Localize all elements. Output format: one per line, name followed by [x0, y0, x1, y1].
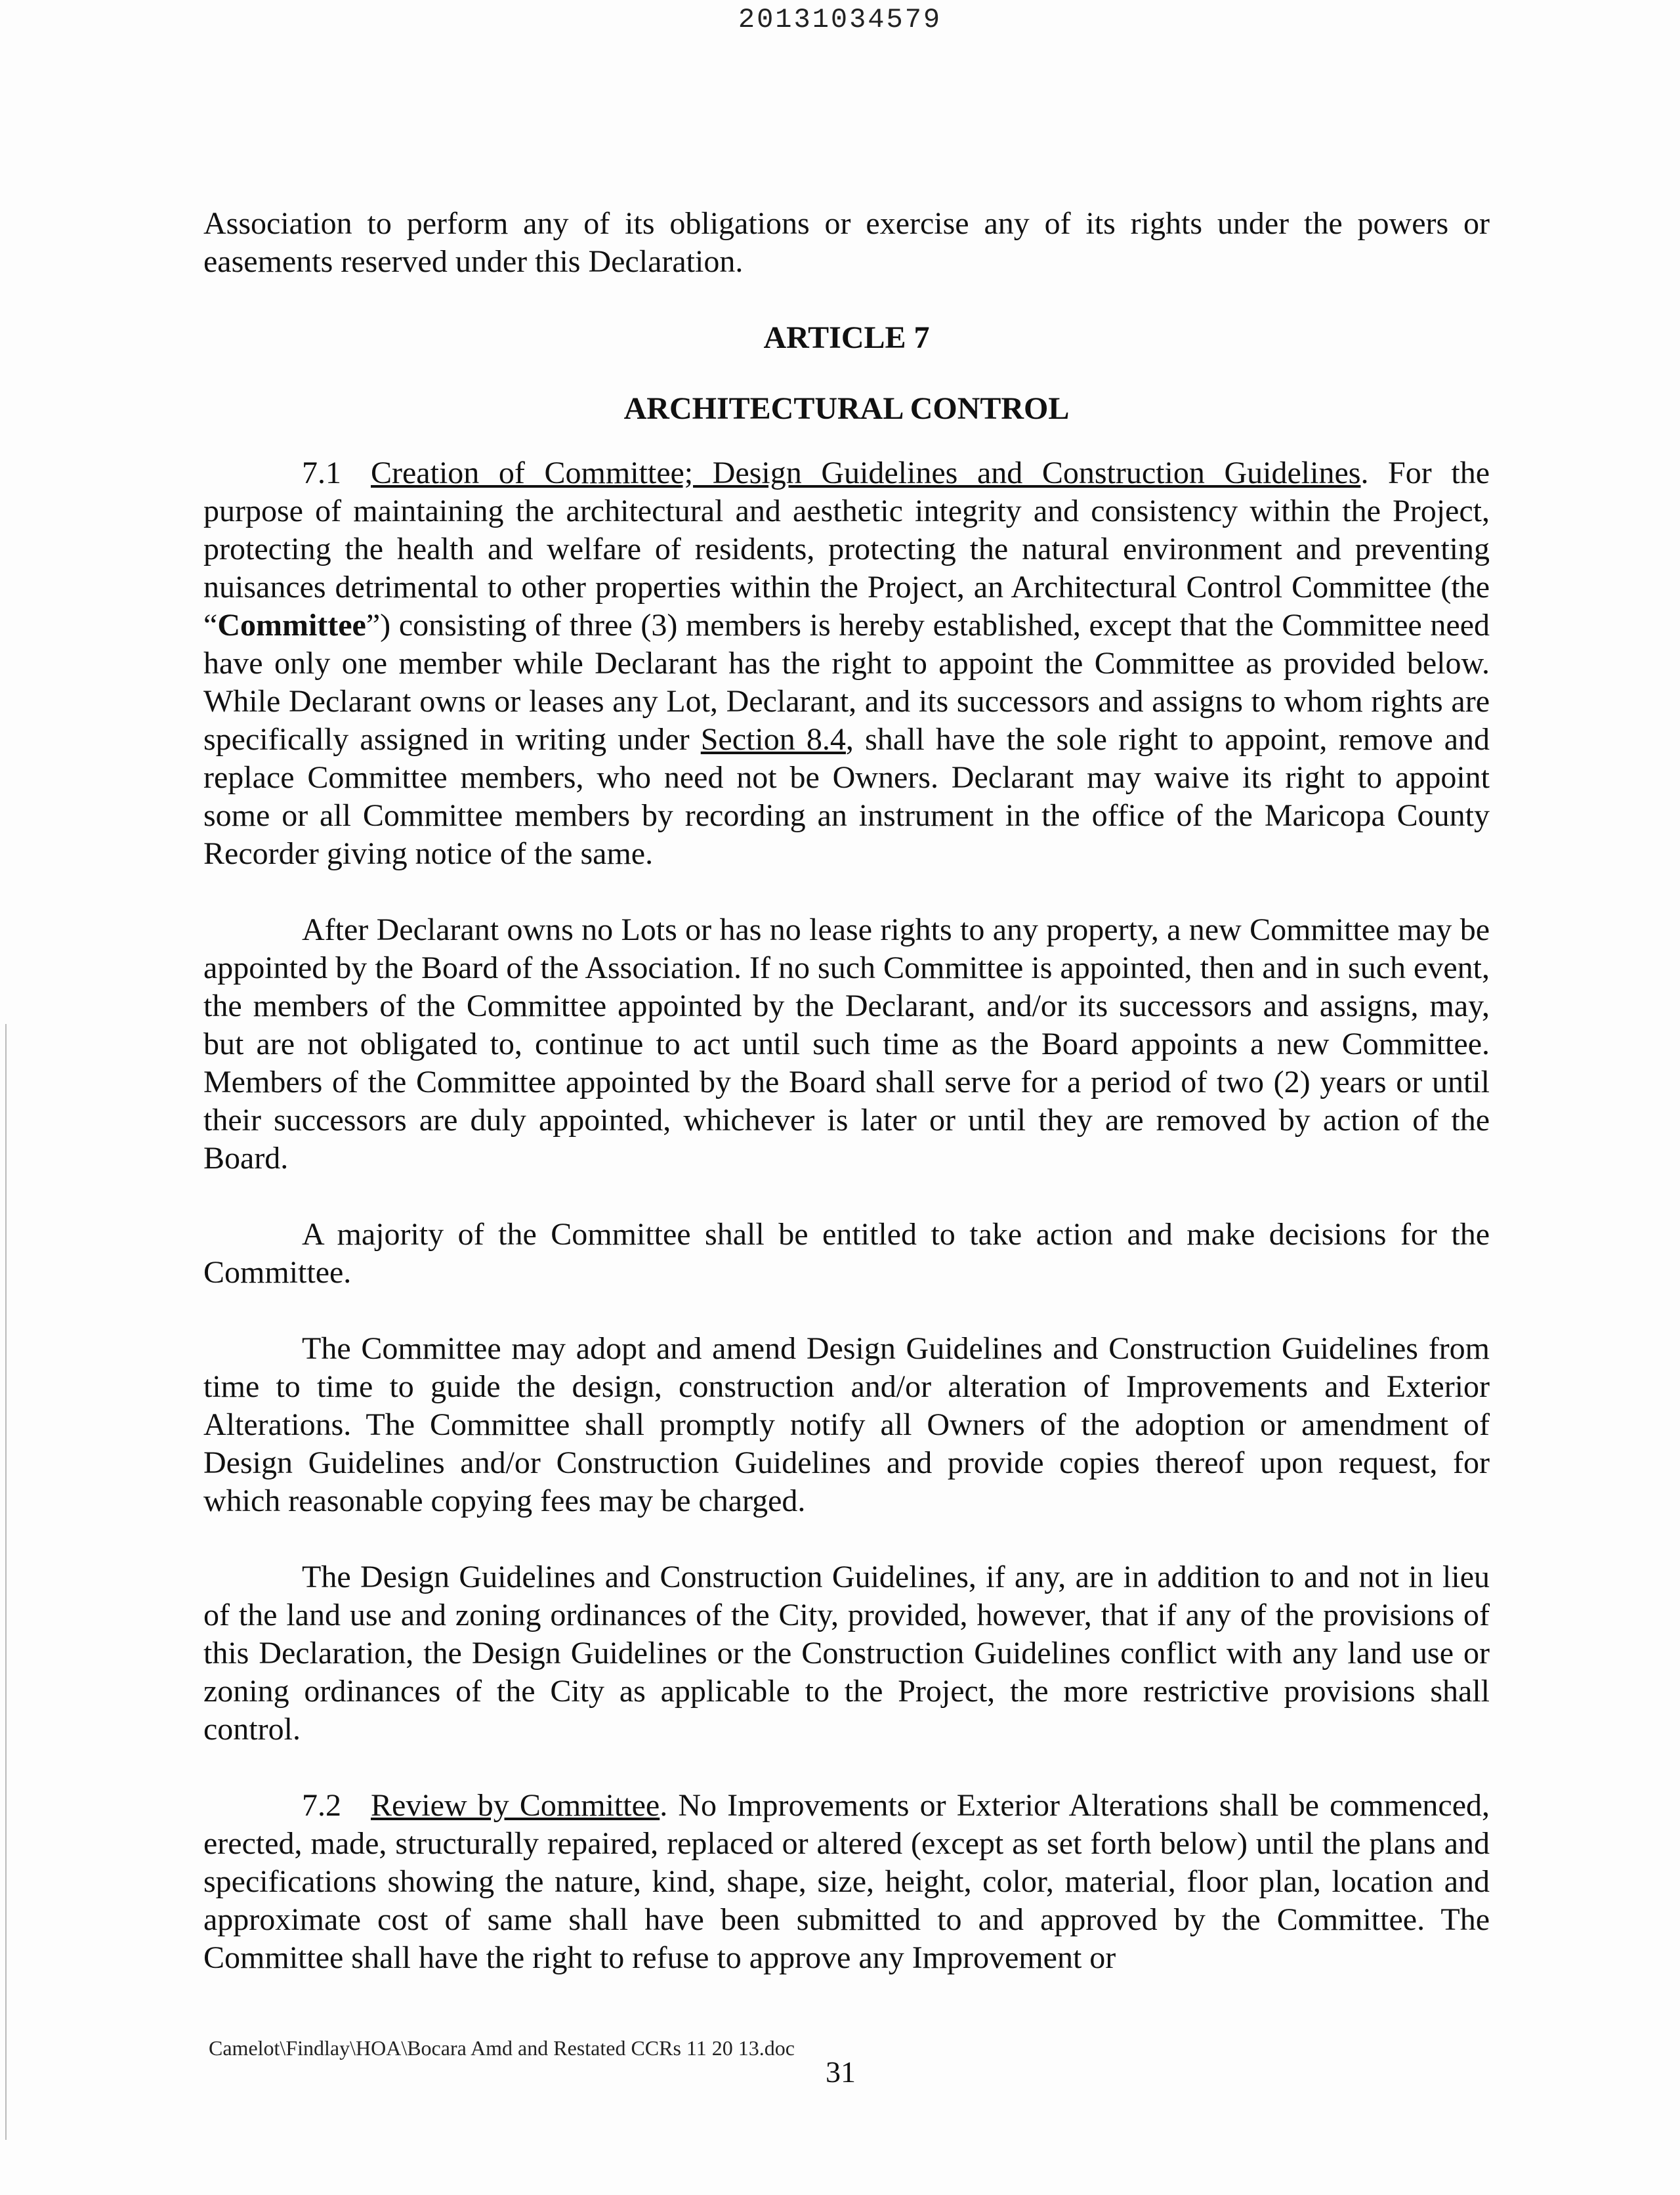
section-7-1-paragraph-2: After Declarant owns no Lots or has no lease rights to any property, a new Committee may be appointed by the Board of the Association. If no such Committee is appointed, then and in such event, the members of the Committee appointed by the Declarant, and/or its successors and assigns, may, but are not obligated to, continue to act until such time as the Board appoints a new Committee. Members of the Committee appointed by the Board shall serve for a period of two (2) years or until their successors are duly appointed, whichever is later or until they are removed by action of the Board. [203, 912, 1490, 1176]
document-body [203, 205, 1490, 2015]
section-7-1-paragraph-1 [203, 454, 1490, 873]
section-7-2-title: Review by Committee [371, 1788, 660, 1823]
section-7-1-text-a: . For the purpose of maintaining the architectural and aesthetic integrity and consistency within the Project, protecting the health and welfare of residents, protecting the natural environment and preventing nuisances detrimental to other properties within the Project, an Architectural Control Committee (the “ [203, 456, 1490, 643]
section-8-4-reference: Section 8.4 [700, 722, 846, 757]
section-7-1-paragraph-5: The Design Guidelines and Construction Guidelines, if any, are in addition to and not in lieu of the land use and zoning ordinances of the City, provided, however, that if any of the provisions of this Declaration, the Design Guidelines or the Construction Guidelines conflict with any land use or zoning ordinances of the City as applicable to the Project, the more restrictive provisions shall control. [203, 1560, 1490, 1747]
record-number: 20131034579 [738, 4, 942, 35]
committee-defined-term: Committee [217, 608, 366, 643]
section-7-1-paragraph-3: A majority of the Committee shall be entitled to take action and make decisions for the Committee. [203, 1217, 1490, 1290]
section-7-2-paragraph [203, 1787, 1490, 1977]
section-7-2-text: . No Improvements or Exterior Alterations shall be commenced, erected, made, structurally repaired, replaced or altered (except as set forth below) until the plans and specifications showing the nature, kind, shape, size, height, color, material, floor plan, location and approximate cost of same shall have been submitted to and approved by the Committee. The Committee shall have the right to refuse to approve any Improvement or [203, 1788, 1490, 1975]
section-7-2-number: 7.2 [302, 1788, 341, 1823]
scan-edge-mark [5, 1024, 7, 2140]
section-7-1-paragraph-4: The Committee may adopt and amend Design Guidelines and Construction Guidelines from time to time to guide the design, construction and/or alteration of Improvements and Exterior Alterations. The Committee shall promptly notify all Owners of the adoption or amendment of Design Guidelines and/or Construction Guidelines and provide copies thereof upon request, for which reasonable copying fees may be charged. [203, 1331, 1490, 1518]
intro-paragraph: Association to perform any of its obligations or exercise any of its rights under the powers or easements reserved under this Declaration. [203, 206, 1490, 279]
footer-file-path: Camelot\Findlay\HOA\Bocara Amd and Restated CCRs 11 20 13.doc [209, 2036, 795, 2060]
section-7-1-number: 7.1 [302, 456, 341, 490]
article-number: ARTICLE 7 [763, 320, 930, 355]
page-number: 31 [826, 2055, 856, 2089]
section-7-1-title: Creation of Committee; Design Guidelines and Construction Guidelines [371, 456, 1361, 490]
section-7-1-text-b: ”) consisting of three (3) members is hereby established, except that the Committee need have only one member while Declarant has the right to appoint the Committee as provided below. While Declarant owns or leases any Lot, Declarant, and its successors and assigns to whom rights are specifically assigned in writing under [203, 608, 1490, 757]
section-7-1-text-c: , shall have the sole right to appoint, remove and replace Committee members, who need not be Owners. Declarant may waive its right to appoint some or all Committee members by recording an instrument in the office of the Maricopa County Recorder giving notice of the same. [203, 722, 1490, 871]
article-title: ARCHITECTURAL CONTROL [623, 391, 1070, 426]
